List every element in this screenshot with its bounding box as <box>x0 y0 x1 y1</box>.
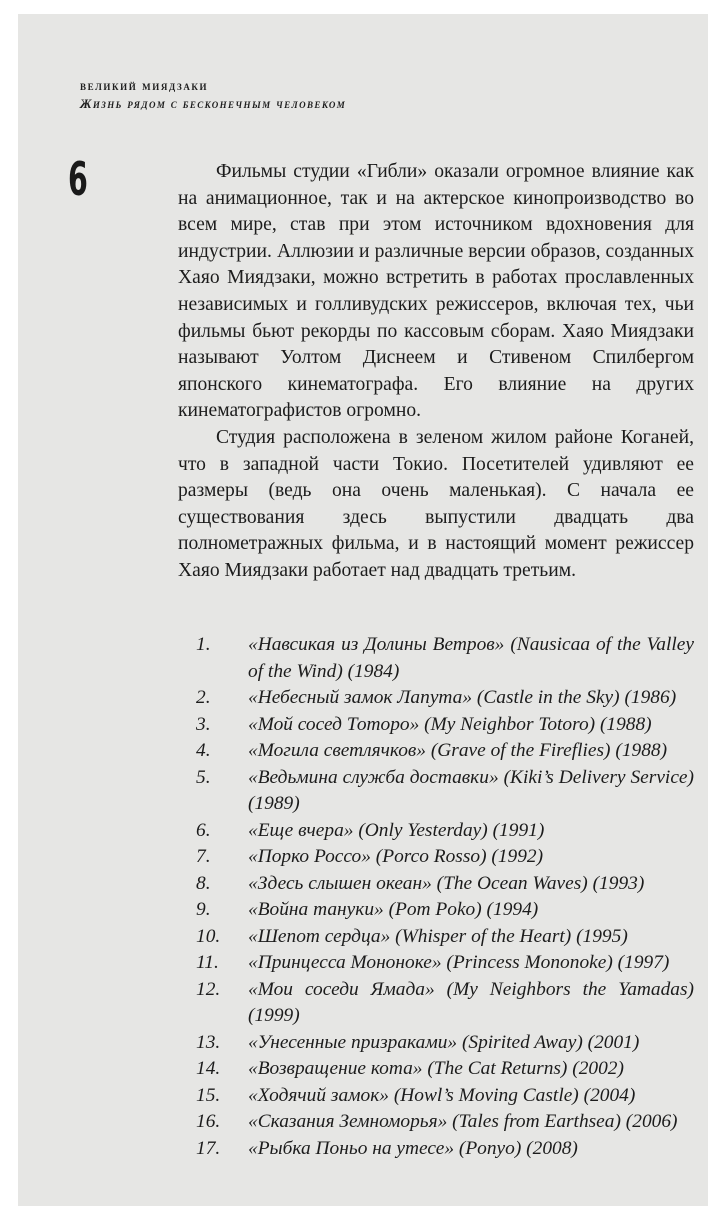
film-number: 9. <box>196 899 211 920</box>
film-title: «Ходячий замок» (Howl’s Moving Castle) (2004) <box>248 1084 636 1106</box>
film-list-item <box>196 1030 694 1057</box>
film-title: «Шепот сердца» (Whisper of the Heart) (1995) <box>248 925 628 947</box>
film-number: 14. <box>196 1058 221 1079</box>
film-list-item <box>196 818 694 845</box>
film-number: 17. <box>196 1137 221 1159</box>
film-title: «Навсикая из Долины Ветров» (Nausicaa of the Valley of the Wind) (1984) <box>248 634 694 682</box>
film-title: «Война тануки» (Pom Poko) (1994) <box>248 899 539 920</box>
film-number: 16. <box>196 1111 221 1132</box>
film-number: 1. <box>196 634 211 655</box>
film-list-item <box>196 871 694 898</box>
book-page <box>18 14 708 1206</box>
film-number: 11. <box>196 952 219 973</box>
film-list-item <box>196 685 694 712</box>
film-title: «Возвращение кота» (The Cat Returns) (2002) <box>248 1058 624 1079</box>
film-title: «Могила светлячков» (Grave of the Fireflies) (1988) <box>248 740 668 761</box>
film-title: «Небесный замок Лапута» (Castle in the Sky) (1986) <box>248 687 677 708</box>
film-number: 4. <box>196 740 211 761</box>
film-number: 13. <box>196 1031 221 1053</box>
film-list-item <box>196 632 694 685</box>
film-title: «Сказания Земноморья» (Tales from Earthsea) (2006) <box>248 1111 678 1132</box>
film-number: 12. <box>196 978 221 1000</box>
film-number: 15. <box>196 1084 221 1106</box>
film-list-item <box>196 1083 694 1110</box>
series-title: великий миядзаки <box>80 78 209 93</box>
film-list-item <box>196 1056 694 1083</box>
film-list-item <box>196 765 694 818</box>
page-number: 6 <box>68 152 88 206</box>
film-list-item <box>196 712 694 739</box>
film-title: «Принцесса Мононоке» (Princess Mononoke) (1997) <box>248 952 670 973</box>
film-number: 10. <box>196 925 221 947</box>
film-title: «Ведьмина служба доставки» (Kiki’s Delivery Service) (1989) <box>248 766 694 814</box>
film-list-item <box>196 1109 694 1136</box>
paragraph: Студия расположена в зеленом жилом районе Коганей, что в западной части Токио. Посетителей удивляют ее размеры (ведь она очень маленькая). С начала ее существования здесь выпустили двадцать два полнометражных фильма, и в настоящий момент режиссер Хаяо Миядзаки работает над двадцать третьим. <box>178 426 694 581</box>
film-list-item <box>196 977 694 1030</box>
film-title: «Рыбка Поньо на утесе» (Ponyo) (2008) <box>248 1137 578 1159</box>
book-subtitle: Жизнь рядом с бесконечным человеком <box>80 97 347 111</box>
film-list-item <box>196 924 694 951</box>
film-title: «Унесенные призраками» (Spirited Away) (2001) <box>248 1031 640 1053</box>
film-title: «Здесь слышен океан» (The Ocean Waves) (1993) <box>248 872 645 894</box>
film-list <box>196 632 694 1162</box>
film-title: «Еще вчера» (Only Yesterday) (1991) <box>248 819 545 841</box>
film-number: 3. <box>196 713 211 735</box>
paragraph: Фильмы студии «Гибли» оказали огромное влияние как на анимационное, так и на актерское кинопроизводство во всем мире, став при этом источником вдохновения для индустрии. Аллюзии и различные версии образов, созданных Хаяо Миядзаки, можно встретить в работах прославленных независимых и голливудских режиссеров, включая тех, чьи фильмы бьют рекорды по кассовым сборам. Хаяо Миядзаки называют Уолтом Диснеем и Стивеном Спилбергом японского кинематографа. Его влияние на других кинематографистов огромно. <box>178 161 694 422</box>
film-list-item <box>196 950 694 977</box>
film-number: 2. <box>196 687 211 708</box>
film-title: «Мои соседи Ямада» (My Neighbors the Yamadas) (1999) <box>248 978 694 1026</box>
film-number: 8. <box>196 872 211 894</box>
film-list-item <box>196 897 694 924</box>
film-list-item <box>196 1136 694 1163</box>
film-number: 6. <box>196 819 211 841</box>
film-title: «Порко Россо» (Porco Rosso) (1992) <box>248 846 544 867</box>
film-list-item <box>196 738 694 765</box>
running-header <box>80 78 346 112</box>
body-text <box>178 159 694 585</box>
film-list-item <box>196 844 694 871</box>
film-number: 5. <box>196 766 211 788</box>
film-title: «Мой сосед Тоторо» (My Neighbor Totoro) (1988) <box>248 713 652 735</box>
film-number: 7. <box>196 846 211 867</box>
